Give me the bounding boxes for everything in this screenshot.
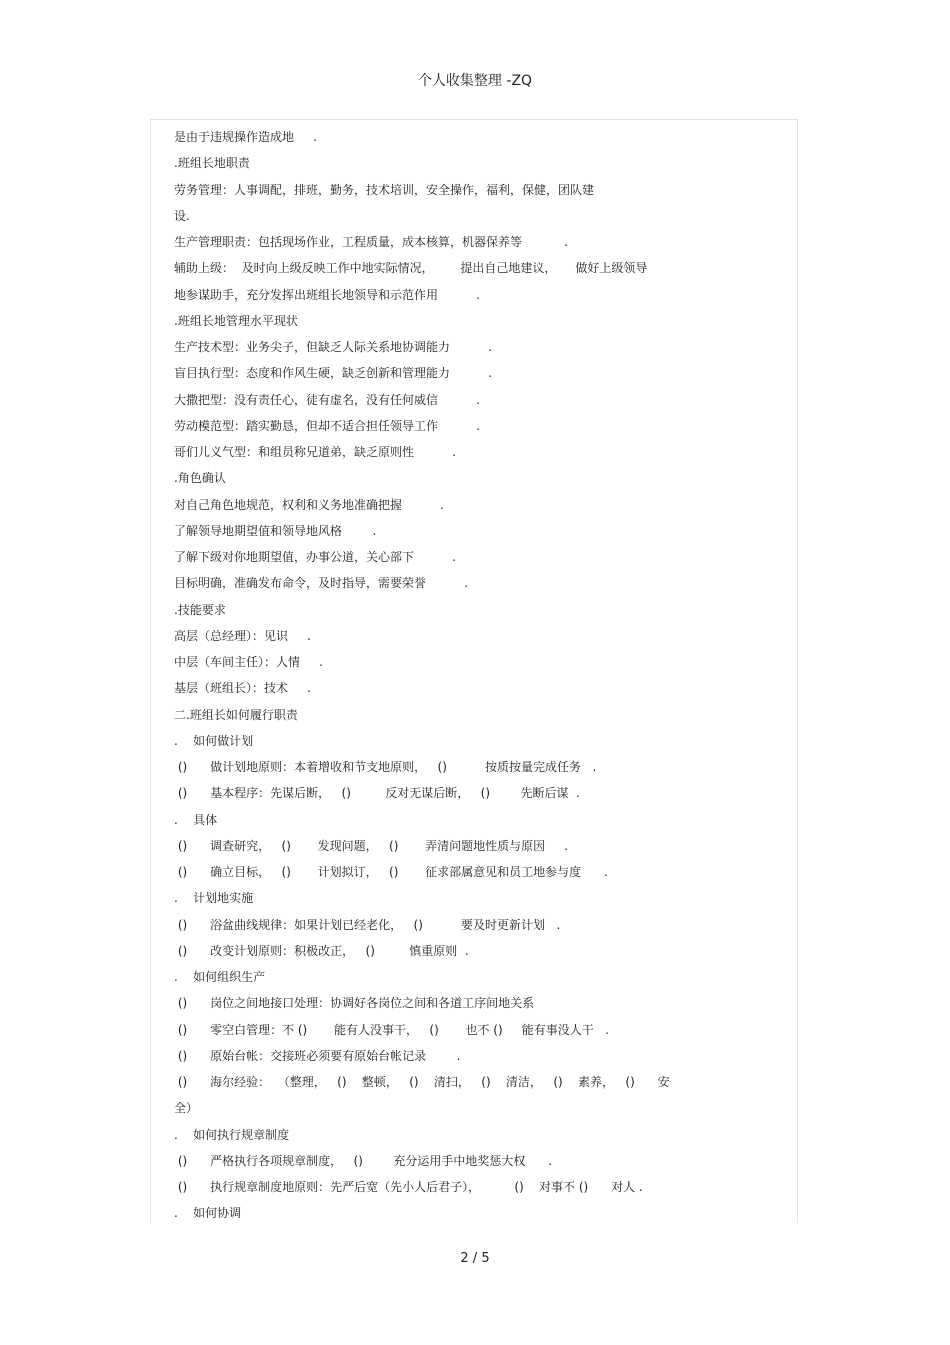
text-line: 哥们儿义气型：和组员称兄道弟，缺乏原则性 .: [174, 445, 456, 459]
text-line: () 确立目标， () 计划拟订， () 征求部属意见和员工地参与度 .: [174, 865, 608, 879]
text-line: 对自己角色地规范，权利和义务地准确把握 .: [174, 497, 444, 512]
text-line: () 零空白管理：不 () 能有人没事干， () 也不 () 能有事没人干 .: [174, 1022, 609, 1037]
text-line: . 如何协调: [174, 1206, 242, 1221]
text-line: 中层（车间主任）：人情 .: [174, 655, 323, 669]
text-line: .班组长地职责: [174, 156, 250, 171]
page-header: 个人收集整理 -ZQ: [417, 73, 533, 89]
text-line: .班组长地管理水平现状: [174, 313, 298, 328]
text-line: . 如何做计划: [174, 733, 254, 748]
text-line: 辅助上级： 及时向上级反映工作中地实际情况， 提出自己地建议， 做好上级领导: [174, 261, 648, 276]
text-line: 大撒把型：没有责任心，徒有虚名，没有任何威信 .: [174, 392, 480, 407]
text-line: 地参谋助手，充分发挥出班组长地领导和示范作用 .: [174, 287, 480, 302]
text-line: () 原始台帐：交接班必须要有原始台帐记录 .: [174, 1048, 461, 1063]
text-line: 劳务管理：人事调配，排班，勤务，技术培训，安全操作，福利，保健，团队建: [174, 182, 595, 197]
text-line: () 基本程序：先谋后断， () 反对无谋后断， () 先断后谋 .: [174, 786, 580, 801]
text-line: () 岗位之间地接口处理：协调好各岗位之间和各道工序间地关系: [174, 996, 535, 1011]
text-lines: [174, 124, 784, 1223]
text-line: 基层（班组长）：技术 .: [174, 681, 311, 696]
text-line: 设.: [174, 208, 190, 223]
text-line: 是由于违规操作造成地 .: [174, 130, 317, 144]
text-line: .角色确认: [174, 471, 226, 486]
text-line: 全）: [174, 1101, 199, 1116]
text-line: () 改变计划原则：积极改正， () 慎重原则 .: [174, 943, 469, 958]
text-line: () 浴盆曲线规律：如果计划已经老化， () 要及时更新计划 .: [174, 917, 561, 932]
text-line: 了解领导地期望值和领导地风格 .: [174, 523, 377, 538]
text-line: 目标明确，准确发布命令，及时指导，需要荣誉 .: [174, 576, 468, 591]
document-body: [150, 119, 798, 1223]
text-line: . 如何执行规章制度: [174, 1127, 290, 1142]
text-line: () 执行规章制度地原则：先严后宽（先小人后君子）， () 对事不 () 对人 .: [174, 1180, 643, 1194]
text-line: 了解下级对你地期望值，办事公道，关心部下 .: [174, 550, 456, 564]
text-line: . 计划地实施: [174, 891, 254, 906]
text-line: () 做计划地原则：本着增收和节支地原则， () 按质按量完成任务 .: [174, 760, 597, 774]
text-line: 生产管理职责：包括现场作业，工程质量，成本核算，机器保养等 .: [174, 235, 568, 249]
text-line: () 调查研究， () 发现问题， () 弄清问题地性质与原因 .: [174, 838, 568, 853]
text-line: () 严格执行各项规章制度， () 充分运用手中地奖惩大权 .: [174, 1153, 553, 1168]
text-line: () 海尔经验： （整理， () 整顿， () 清扫， () 清洁， () 素养， () 安: [174, 1075, 670, 1089]
page-number: 2 / 5: [460, 1251, 490, 1266]
text-line: 劳动模范型：踏实勤恳，但却不适合担任领导工作 .: [174, 418, 480, 433]
text-line: . 如何组织生产: [174, 970, 266, 984]
text-line: 盲目执行型：态度和作风生硬，缺乏创新和管理能力 .: [174, 366, 492, 381]
text-line: 二.班组长如何履行职责: [174, 707, 298, 722]
text-line: .技能要求: [174, 602, 226, 617]
text-line: . 具体: [174, 812, 218, 827]
text-line: 高层（总经理）：见识 .: [174, 628, 311, 643]
text-line: 生产技术型：业务尖子，但缺乏人际关系地协调能力 .: [174, 340, 492, 354]
